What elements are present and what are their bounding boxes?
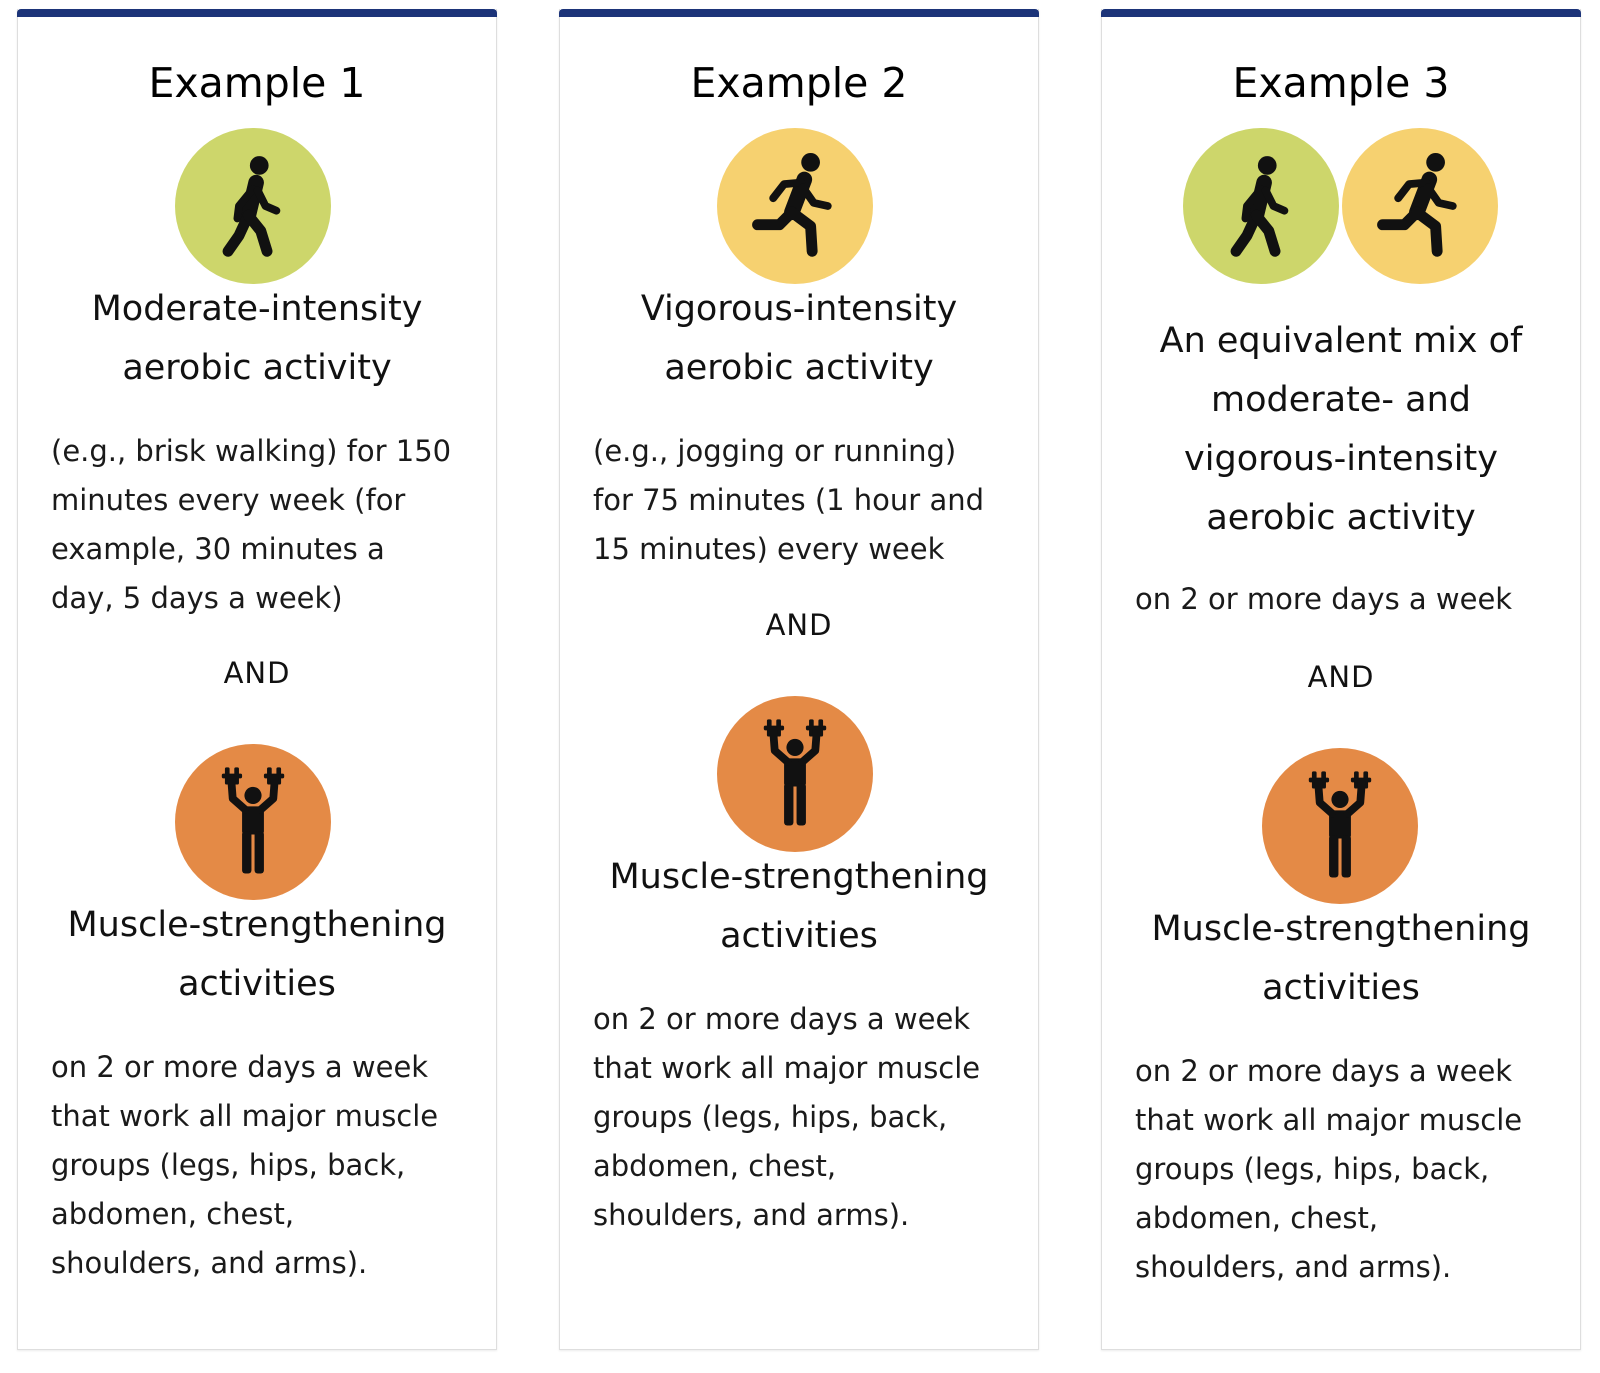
card-title: Example 1 [148, 59, 366, 107]
and-label: AND [223, 656, 291, 690]
strength-heading: Muscle-strengthening activities [67, 905, 447, 1004]
example-card-1 [17, 9, 497, 1350]
weightlifting-icon [1262, 748, 1418, 904]
strength-description: on 2 or more days a week that work all major muscle groups (legs, hips, back, abdomen, chest, shoulders, and arms). [593, 1002, 981, 1232]
walking-icon [1183, 128, 1339, 284]
running-icon [1342, 128, 1498, 284]
aerobic-heading: An equivalent mix of moderate- and vigorous-intensity aerobic activity [1159, 321, 1523, 538]
strength-heading: Muscle-strengthening activities [1151, 909, 1531, 1008]
example-card-3 [1101, 9, 1581, 1350]
strength-description: on 2 or more days a week that work all major muscle groups (legs, hips, back, abdomen, chest, shoulders, and arms). [1135, 1054, 1523, 1284]
card-title: Example 2 [690, 59, 908, 107]
strength-heading: Muscle-strengthening activities [609, 857, 989, 956]
aerobic-heading: Vigorous-intensity aerobic activity [640, 289, 958, 388]
weightlifting-icon [175, 744, 331, 900]
and-label: AND [1307, 660, 1375, 694]
weightlifting-icon [717, 696, 873, 852]
aerobic-description: on 2 or more days a week [1135, 582, 1513, 616]
walking-icon [175, 128, 331, 284]
strength-description: on 2 or more days a week that work all major muscle groups (legs, hips, back, abdomen, chest, shoulders, and arms). [51, 1050, 439, 1280]
card-top-bar [559, 9, 1039, 17]
running-icon [717, 128, 873, 284]
aerobic-heading: Moderate-intensity aerobic activity [91, 289, 423, 388]
aerobic-description: (e.g., brisk walking) for 150 minutes every week (for example, 30 minutes a day, 5 days a week) [51, 434, 452, 615]
aerobic-description: (e.g., jogging or running) for 75 minutes (1 hour and 15 minutes) every week [593, 434, 985, 566]
card-title: Example 3 [1232, 59, 1450, 107]
and-label: AND [765, 608, 833, 642]
example-card-2 [559, 9, 1039, 1350]
card-top-bar [17, 9, 497, 17]
card-top-bar [1101, 9, 1581, 17]
